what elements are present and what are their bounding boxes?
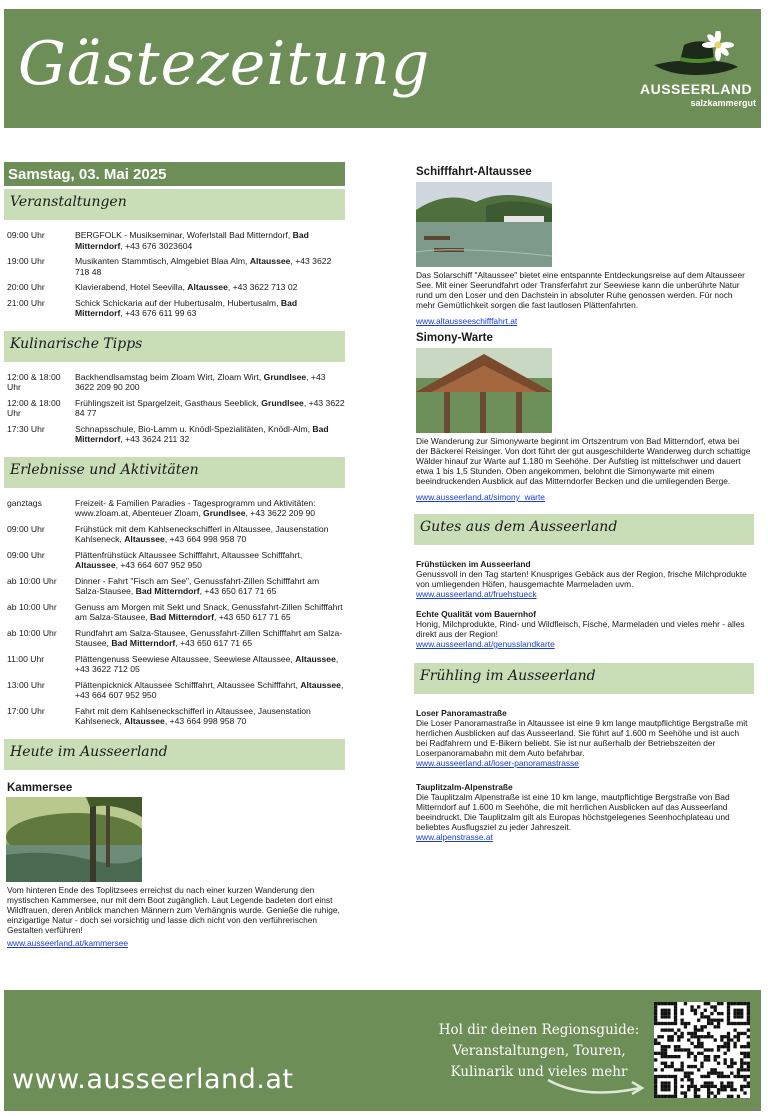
- event-row: [7, 498, 345, 519]
- event-phone: , +43 664 607 952 950: [115, 560, 202, 570]
- event-row: [7, 550, 345, 571]
- arrow-icon: [544, 1074, 648, 1100]
- section-heading-erlebnisse: Erlebnisse und Aktivitäten: [4, 457, 345, 488]
- event-phone: , +43 676 3023604: [120, 240, 193, 251]
- event-time: ab 10:00 Uhr: [7, 575, 57, 586]
- event-description: [75, 576, 345, 597]
- simony-title: Simony-Warte: [416, 332, 493, 344]
- event-list-veranstaltungen: [4, 220, 345, 328]
- event-text: Frühstück mit dem Kahlseneckschifferl in Altaussee, Jausenstation Kahlseneck,: [75, 523, 329, 544]
- event-description: [75, 628, 345, 649]
- fruehling-item-link[interactable]: www.ausseerland.at/loser-panoramastrasse: [416, 758, 579, 768]
- event-text: Plättenpicknick Altaussee Schifffahrt, Altaussee Schifffahrt,: [75, 679, 301, 690]
- event-description: [75, 298, 345, 319]
- event-phone: , +43 676 611 99 63: [120, 308, 197, 318]
- event-place: Altaussee: [124, 716, 165, 726]
- event-time: 12:00 & 18:00 Uhr: [7, 397, 61, 418]
- event-row: [7, 602, 345, 623]
- event-time: 20:00 Uhr: [7, 282, 45, 292]
- event-phone: , +43 664 998 958 70: [164, 534, 247, 544]
- event-place: Altaussee: [187, 282, 228, 292]
- left-column: [4, 162, 345, 948]
- date-heading: Samstag, 03. Mai 2025: [4, 162, 345, 186]
- event-phone: , +43 664 998 958 70: [164, 716, 247, 726]
- qr-code[interactable]: [654, 1002, 750, 1098]
- logo-wordmark: AUSSEERLAND: [640, 81, 753, 97]
- event-description: [75, 680, 345, 701]
- event-text: Rundfahrt am Salza-Stausee, Genussfahrt-Zillen Schifffahrt am Salza-Stausee,: [75, 627, 343, 648]
- section-heading-veranstaltungen: Veranstaltungen: [4, 189, 345, 220]
- footer-promo-line: Kulinarik und vieles mehr: [450, 1064, 628, 1080]
- section-heading-fruehling: Frühling im Ausseerland: [414, 663, 754, 694]
- event-row: [7, 282, 345, 293]
- header-banner: [4, 9, 761, 128]
- gutes-item: [414, 559, 754, 599]
- section-heading-kulinarik: Kulinarische Tipps: [4, 331, 345, 362]
- event-description: [75, 230, 345, 251]
- event-phone: , +43 650 617 71 65: [175, 638, 252, 648]
- event-description: [75, 498, 345, 519]
- event-row: [7, 628, 345, 649]
- event-place: Grundlsee: [261, 397, 304, 408]
- fruehling-item-title: Loser Panoramastraße: [416, 708, 507, 718]
- section-heading-heute: Heute im Ausseerland: [4, 739, 345, 770]
- event-time: ab 10:00 Uhr: [7, 627, 57, 638]
- event-description: [75, 602, 345, 623]
- event-row: [7, 576, 345, 597]
- masthead-title: Gästezeitung: [18, 29, 431, 99]
- event-description: [75, 256, 345, 277]
- ausseerland-logo: [640, 31, 756, 113]
- event-phone: , +43 3622 209 90 200: [75, 371, 326, 392]
- qr-code-icon: [654, 1002, 750, 1098]
- simony-text: Die Wanderung zur Simonywarte beginnt im Ortszentrum von Bad Mitterndorf, etwa bei der Bäckerei Reisinger. Von dort führt der gut ausgeschilderte Wanderweg durch schattige Wälder hinauf zur Warte auf 1.180 m Seehöhe. Der Aufstieg ist mittelschwer und dauert etwa 1 bis 1,5 Stunden. Oben angekommen, belohnt die Simonywarte mit einem beeindruckenden Ausblick auf das Mitterndorfer Becken und die umliegenden Berge.: [416, 436, 751, 486]
- footer-promo-line: Veranstaltungen, Touren,: [452, 1043, 626, 1059]
- event-text: Freizeit- & Familien Paradies - Tagesprogramm und Aktivitäten: www.zloam.at, Abenteuer Zloam,: [75, 497, 316, 518]
- event-phone: , +43 664 607 952 950: [75, 679, 344, 700]
- event-text: Dinner - Fahrt "Fisch am See", Genussfahrt-Zillen Schifffahrt am Salza-Stausee,: [75, 575, 320, 596]
- event-description: [75, 654, 345, 675]
- hat-edelweiss-icon: [640, 31, 752, 83]
- event-place: Bad Mitterndorf: [135, 586, 200, 596]
- event-time: 09:00 Uhr: [7, 230, 45, 240]
- gutes-item-text: Genussvoll in den Tag starten! Knuspriges Gebäck aus der Region, frische Milchprodukte von umliegenden Höfen, hausgemachte Marmeladen uvm.: [416, 569, 747, 589]
- right-column: [414, 162, 754, 842]
- event-row: [7, 256, 345, 277]
- event-phone: , +43 3624 211 32: [120, 434, 190, 444]
- schifffahrt-text: Das Solarschiff "Altaussee" bietet eine entspannte Entdeckungsreise auf dem Altausseer See. Mit einer Seerundfahrt oder Transferfahrt zur Seewiese kann die unberührte Natur rund um den Loser und den Dachstein in absoluter Ruhe genossen werden. Für noch mehr Gemütlichkeit sorgen die fast lautlosen Plättenfahrten.: [416, 270, 745, 310]
- event-place: Bad Mitterndorf: [75, 297, 298, 318]
- event-text: Frühlingszeit ist Spargelzeit, Gasthaus Seeblick,: [75, 397, 262, 408]
- event-row: [7, 654, 345, 675]
- event-time: 21:00 Uhr: [7, 297, 45, 308]
- kammersee-link[interactable]: www.ausseerland.at/kammersee: [7, 937, 129, 948]
- event-time: 17:00 Uhr: [7, 705, 45, 716]
- event-description: [75, 372, 345, 393]
- event-time: 19:00 Uhr: [7, 256, 45, 266]
- schifffahrt-link[interactable]: www.altausseeschifffahrt.at: [416, 316, 518, 326]
- simony-photo: [416, 348, 552, 433]
- simony-link[interactable]: www.ausseerland.at/simony_warte: [416, 492, 545, 502]
- event-list-erlebnisse: [4, 488, 345, 736]
- event-time: 09:00 Uhr: [7, 523, 45, 534]
- event-row: [7, 298, 345, 319]
- fruehling-item-text: Die Tauplitzalm Alpenstraße ist eine 10 km lange, mautpflichtige Bergstraße von Bad Mitterndorf auf 1.600 m Seehöhe, die mit herrlichen Ausblicken auf das Ausseerland beeindruckt. Die Tauplitzalm gilt als Europas höchstgelegenes Seenhochplateau und beliebtes Ausflugsziel zu jeder Jahreszeit.: [416, 792, 730, 832]
- event-text: Fahrt mit dem Kahlseneckschifferl in Altaussee, Jausenstation Kahlseneck,: [75, 705, 311, 726]
- event-text: Klavierabend, Hotel Seevilla,: [75, 282, 188, 292]
- event-time: 12:00 & 18:00 Uhr: [7, 371, 61, 392]
- event-phone: , +43 3622 209 90: [245, 508, 316, 518]
- event-phone: , +43 3622 712 05: [75, 653, 339, 674]
- kammersee-text: Vom hinteren Ende des Toplitzsees erreichst du nach einer kurzen Wanderung den mystischen Kammersee, nur mit dem Boot zugänglich. Laut Legende badeten dort einst Wildfrauen, deren Anblick manchen Männern zum Verhängnis wurde. Genieße die ruhige, einzigartige Natur - doch sei vorsichtig und lasse dich nicht von den verführerischen Gestalten verführen!: [7, 884, 340, 935]
- event-text: Backhendlsamstag beim Zloam Wirt, Zloam Wirt,: [75, 371, 264, 382]
- event-time: ganztags: [7, 497, 42, 508]
- event-time: 17:30 Uhr: [7, 423, 45, 434]
- event-place: Grundlsee: [203, 508, 246, 518]
- footer-url[interactable]: www.ausseerland.at: [12, 1064, 294, 1095]
- event-time: ab 10:00 Uhr: [7, 601, 57, 612]
- event-description: [75, 524, 345, 545]
- footer-banner: [4, 990, 761, 1111]
- gutes-item-text: Honig, Milchprodukte, Rind- und Wildfleisch, Fische, Marmeladen und vieles mehr - alles direkt aus der Region!: [416, 619, 745, 639]
- logo-subtitle: salzkammergut: [690, 98, 756, 108]
- event-time: 13:00 Uhr: [7, 679, 45, 690]
- event-row: [7, 398, 345, 419]
- event-phone: , +43 3622 713 02: [227, 282, 298, 292]
- fruehling-item-text: Die Loser Panoramastraße in Altaussee ist eine 9 km lange mautpflichtige Bergstraße mit herrlichen Ausblicken auf das Ausseerland. Sie führt auf 1.600 m Seehöhe und ist auch bei Radfahrern und E-Bikern beliebt. Sie ist nur außerhalb der Betriebszeiten der Loserpanoramabahn mit dem Auto befahrbar.: [416, 718, 748, 758]
- event-place: Altaussee: [300, 679, 341, 690]
- event-text: Plättenfrühstück Altaussee Schifffahrt, Altaussee Schifffahrt,: [75, 549, 303, 560]
- gutes-item: [414, 609, 754, 649]
- event-text: Plättengenuss Seewiese Altaussee, Seewiese Altaussee,: [75, 653, 296, 664]
- event-phone: , +43 3622 718 48: [75, 256, 332, 277]
- event-description: [75, 398, 345, 419]
- fruehling-item: [414, 782, 754, 842]
- event-text: Genuss am Morgen mit Sekt und Snack, Genussfahrt-Zillen Schifffahrt am Salza-Stausee,: [75, 601, 343, 622]
- event-description: [75, 706, 345, 727]
- fruehling-item: [414, 708, 754, 768]
- event-row: [7, 706, 345, 727]
- event-phone: , +43 3622 84 77: [75, 397, 345, 418]
- event-place: Bad Mitterndorf: [150, 612, 214, 622]
- event-place: Grundlsee: [263, 371, 307, 382]
- schifffahrt-title: Schifffahrt-Altaussee: [416, 166, 532, 178]
- event-place: Bad Mitterndorf: [75, 230, 309, 251]
- event-text: Schnapsschule, Bio-Lamm u. Knödl-Spezialitäten, Knödl-Alm,: [75, 423, 313, 434]
- event-place: Altaussee: [249, 256, 291, 266]
- event-description: [75, 282, 345, 293]
- footer-promo-line: Hol dir deinen Regionsguide:: [438, 1022, 640, 1038]
- fruehling-item-title: Tauplitzalm-Alpenstraße: [416, 782, 513, 792]
- event-row: [7, 230, 345, 251]
- kammersee-photo: [6, 797, 142, 882]
- event-row: [7, 424, 345, 445]
- event-row: [7, 524, 345, 545]
- gutes-item-link[interactable]: www.ausseerland.at/fruehstueck: [416, 589, 537, 599]
- event-phone: , +43 650 617 71 65: [213, 612, 291, 622]
- event-description: [75, 550, 345, 571]
- event-row: [7, 372, 345, 393]
- kammersee-title: Kammersee: [7, 781, 73, 794]
- event-place: Bad Mitterndorf: [75, 423, 329, 444]
- event-text: BERGFOLK - Musikseminar, Woferlstall Bad Mitterndorf,: [75, 230, 293, 240]
- event-place: Altaussee: [75, 560, 116, 570]
- event-list-kulinarik: [4, 362, 345, 454]
- gutes-item-title: Frühstücken im Ausseerland: [416, 559, 531, 569]
- section-heading-gutes: Gutes aus dem Ausseerland: [414, 514, 754, 545]
- event-time: 09:00 Uhr: [7, 549, 45, 560]
- event-place: Bad Mitterndorf: [111, 638, 176, 648]
- event-row: [7, 680, 345, 701]
- gutes-item-title: Echte Qualität vom Bauernhof: [416, 609, 537, 619]
- gutes-item-link[interactable]: www.ausseerland.at/genusslandkarte: [416, 639, 555, 649]
- event-text: Musikanten Stammtisch, Almgebiet Blaa Alm,: [75, 256, 250, 266]
- event-place: Altaussee: [124, 534, 165, 544]
- fruehling-item-link[interactable]: www.alpenstrasse.at: [416, 832, 493, 842]
- event-description: [75, 424, 345, 445]
- event-time: 11:00 Uhr: [7, 653, 45, 664]
- event-place: Altaussee: [295, 653, 336, 664]
- event-text: Schick Schickaria auf der Hubertusalm, Hubertusalm,: [75, 297, 281, 308]
- schifffahrt-photo: [416, 182, 552, 267]
- event-phone: , +43 650 617 71 65: [199, 586, 277, 596]
